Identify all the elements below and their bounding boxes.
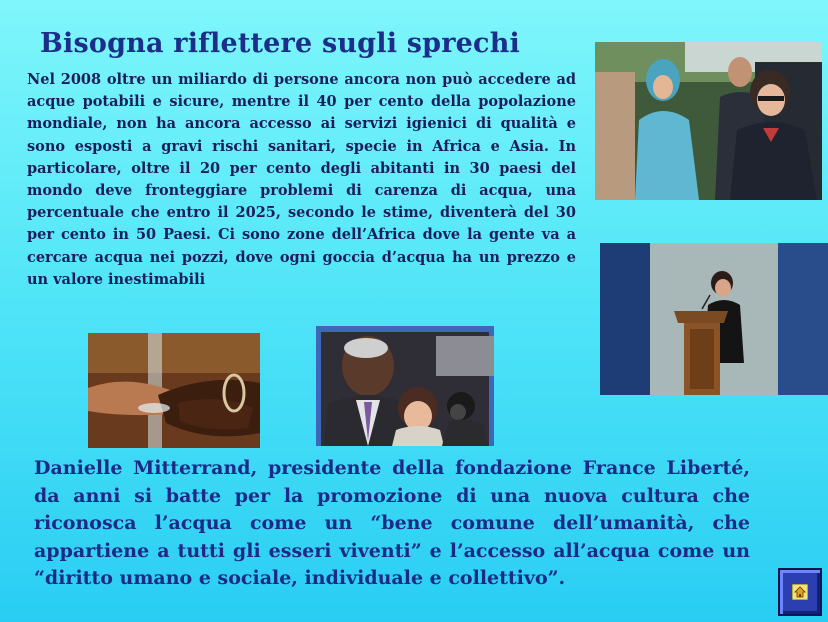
home-icon bbox=[792, 584, 808, 600]
photo-hands-water bbox=[88, 333, 260, 448]
photo-women-event bbox=[595, 42, 822, 200]
mitterrand-paragraph: Danielle Mitterrand, presidente della fondazione France Liberté, da anni si batte per la promozione di una nuova cultura che riconosca l’acqua come un “bene comune dell’umanità, che appartiene a tutti gli esseri viventi” e l’accesso all’acqua come un “diritto umano e sociale, individuale e collettivo”. bbox=[34, 457, 750, 590]
home-button[interactable] bbox=[778, 568, 822, 616]
intro-paragraph: Nel 2008 oltre un miliardo di persone ancora non può accedere ad acque potabili e sicure, mentre il 40 per cento della popolazione mondiale, non ha ancora accesso ai servizi igienici di qualità e sono esposti a gravi rischi sanitari, specie in Africa e Asia. In particolare, oltre il 20 per cento degli abitanti in 30 paesi del mondo deve fronteggiare problemi di carenza di acqua, una percentuale che entro il 2025, secondo le stime, diventerà del 30 per cento in 50 Paesi. Ci sono zone dell’Africa dove la gente va a cercare acqua nei pozzi, dove ogni goccia d’acqua ha un prezzo e un valore inestimabili bbox=[27, 71, 576, 288]
slide-title: Bisogna riflettere sugli sprechi bbox=[40, 28, 520, 59]
photo-mandela-meeting bbox=[316, 326, 494, 446]
photo-speaker-podium bbox=[600, 243, 828, 395]
